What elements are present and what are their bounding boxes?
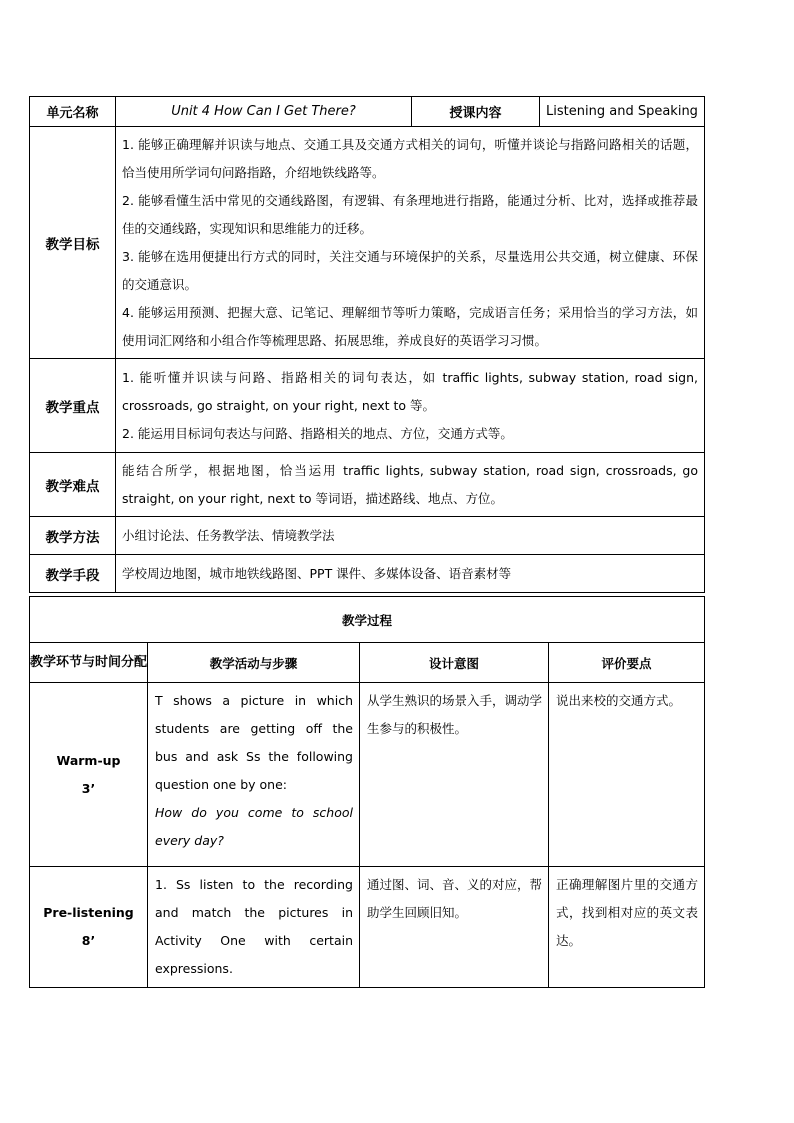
objective-item: 4. 能够运用预测、把握大意、记笔记、理解细节等听力策略，完成语言任务；采用恰当的学习方法，如使用词汇网络和小组合作等梳理思路、拓展思维，养成良好的英语学习习惯。 bbox=[122, 304, 698, 348]
col-header-activity: 教学活动与步骤 bbox=[148, 643, 360, 683]
col-header-stage: 教学环节与时间分配 bbox=[30, 643, 148, 683]
unit-name-value: Unit 4 How Can I Get There? bbox=[116, 97, 412, 127]
key-points-content bbox=[116, 359, 705, 453]
stage-name: Warm-up bbox=[56, 752, 121, 768]
methods-label: 教学方法 bbox=[30, 517, 116, 555]
objective-item: 1. 能够正确理解并识读与地点、交通工具及交通方式相关的词句，听懂并谈论与指路问路相关的话题，恰当使用所学词句问路指路，介绍地铁线路等。 bbox=[122, 136, 698, 180]
means-label: 教学手段 bbox=[30, 555, 116, 593]
process-title: 教学过程 bbox=[30, 597, 705, 643]
activity-question: How do you come to school every day? bbox=[155, 805, 353, 848]
means-content: 学校周边地图，城市地铁线路图、PPT 课件、多媒体设备、语音素材等 bbox=[116, 555, 705, 593]
table-row bbox=[30, 867, 705, 988]
stage-cell bbox=[30, 683, 148, 867]
unit-name-label: 单元名称 bbox=[30, 97, 116, 127]
stage-time: 3’ bbox=[81, 780, 96, 796]
lesson-content-label: 授课内容 bbox=[412, 97, 540, 127]
col-header-evaluation: 评价要点 bbox=[549, 643, 705, 683]
objective-item: 3. 能够在选用便捷出行方式的同时，关注交通与环境保护的关系，尽量选用公共交通，树立健康、环保的交通意识。 bbox=[122, 248, 698, 292]
difficulties-label: 教学难点 bbox=[30, 453, 116, 517]
methods-content: 小组讨论法、任务教学法、情境教学法 bbox=[116, 517, 705, 555]
stage-time: 8’ bbox=[81, 933, 96, 948]
stage-name: Pre-listening bbox=[43, 905, 134, 920]
difficulties-content: 能结合所学，根据地图，恰当运用 traffic lights, subway station, road sign, crossroads, go straight, on your right, next to 等词语，描述路线、地点、方位。 bbox=[116, 453, 705, 517]
col-header-intent: 设计意图 bbox=[360, 643, 549, 683]
evaluation-cell: 正确理解图片里的交通方式，找到相对应的英文表达。 bbox=[549, 867, 705, 988]
objectives-label: 教学目标 bbox=[30, 127, 116, 359]
activity-text: T shows a picture in which students are getting off the bus and ask Ss the following question one by one: bbox=[155, 693, 353, 792]
activity-text: 1. Ss listen to the recording and match the pictures in Activity One with certain expressions. bbox=[155, 877, 353, 976]
process-table bbox=[29, 596, 705, 988]
activity-cell bbox=[148, 867, 360, 988]
stage-cell bbox=[30, 867, 148, 988]
intent-cell: 从学生熟识的场景入手，调动学生参与的积极性。 bbox=[360, 683, 549, 867]
lesson-content-value: Listening and Speaking bbox=[540, 97, 705, 127]
key-point-item: 1. 能听懂并识读与问路、指路相关的词句表达，如 traffic lights, subway station, road sign, crossroads, go straight, on your right, next to 等。 bbox=[122, 369, 698, 413]
evaluation-cell: 说出来校的交通方式。 bbox=[549, 683, 705, 867]
objective-item: 2. 能够看懂生活中常见的交通线路图，有逻辑、有条理地进行指路，能通过分析、比对，选择或推荐最佳的交通线路，实现知识和思维能力的迁移。 bbox=[122, 192, 698, 236]
intent-cell: 通过图、词、音、义的对应，帮助学生回顾旧知。 bbox=[360, 867, 549, 988]
key-point-item: 2. 能运用目标词句表达与问路、指路相关的地点、方位，交通方式等。 bbox=[122, 425, 513, 441]
info-table bbox=[29, 96, 705, 593]
table-row bbox=[30, 683, 705, 867]
activity-cell bbox=[148, 683, 360, 867]
key-points-label: 教学重点 bbox=[30, 359, 116, 453]
objectives-content bbox=[116, 127, 705, 359]
